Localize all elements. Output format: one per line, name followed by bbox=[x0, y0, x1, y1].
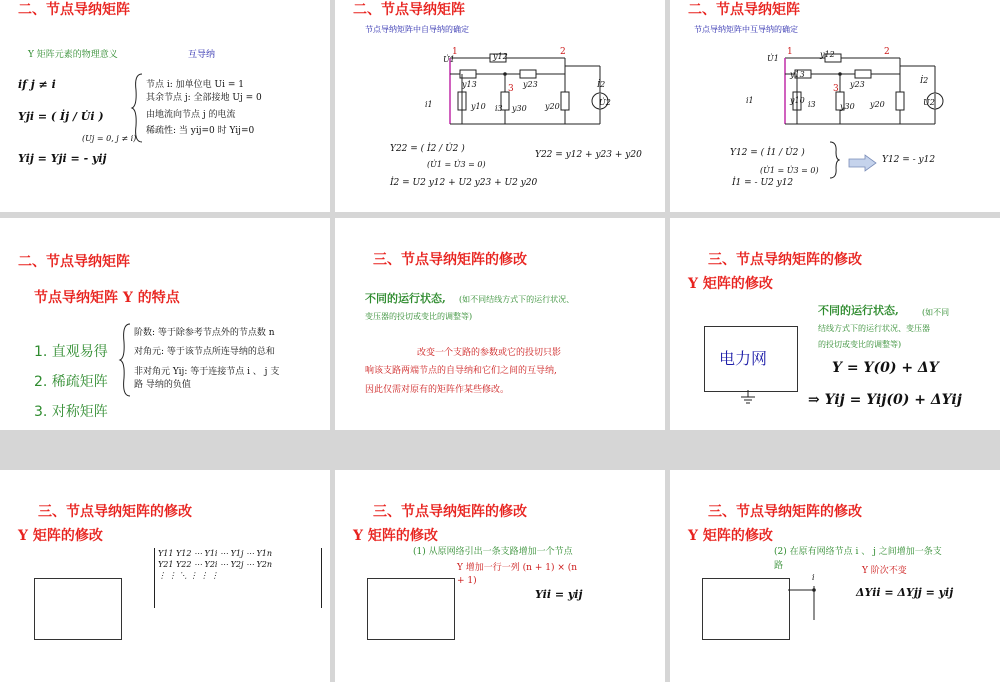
slide-subtitle: 节点导纳矩阵 Y 的特点 bbox=[34, 290, 180, 306]
paragraph-line-3: 因此仅需对原有的矩阵作某些修改。 bbox=[365, 385, 510, 395]
slide-title: 三、节点导纳矩阵的修改 bbox=[373, 252, 527, 268]
node-label-2: 2 bbox=[560, 47, 566, 57]
equation-condition: (U̇1 = U̇3 = 0) bbox=[427, 160, 486, 169]
note-3: 由地流向节点 j 的电流 bbox=[146, 110, 236, 120]
label-u1: U̇1 bbox=[767, 54, 779, 63]
equation-yii: Yii = yij bbox=[535, 588, 583, 601]
network-box bbox=[702, 578, 790, 640]
brace-shape bbox=[828, 140, 840, 180]
label-i1: i1 bbox=[746, 96, 754, 105]
label-u2: U̇2 bbox=[599, 98, 611, 107]
label-y20: y20 bbox=[870, 100, 885, 109]
node-label-2: 2 bbox=[884, 47, 890, 57]
text-line-1a: 不同的运行状态, bbox=[818, 304, 899, 317]
equation-condition: (U̇1 = U̇3 = 0) bbox=[760, 166, 819, 175]
feature-item-2: 2. 稀疏矩阵 bbox=[34, 374, 108, 390]
admittance-matrix bbox=[154, 548, 322, 608]
slide-subtitle: Y 矩阵的修改 bbox=[688, 528, 773, 544]
feature-item-3: 3. 对称矩阵 bbox=[34, 404, 108, 420]
power-network-box bbox=[704, 326, 798, 392]
node-label-1: 1 bbox=[787, 47, 793, 57]
label-y30: y30 bbox=[512, 104, 527, 113]
slide-title: 三、节点导纳矩阵的修改 bbox=[373, 504, 527, 520]
equation-yij-total: ⇒ Yij = Yij(0) + ΔYij bbox=[808, 392, 962, 408]
network-box bbox=[34, 578, 122, 640]
slide-title: 二、节点导纳矩阵 bbox=[18, 254, 130, 270]
paragraph-line-2: 响该支路两端节点的自导纳和它们之间的互导纳, bbox=[365, 366, 557, 376]
equation-i2: İ2 = U2 y12 + U2 y23 + U2 y20 bbox=[390, 178, 538, 188]
label-i2: İ2 bbox=[920, 76, 929, 85]
slide-title: 三、节点导纳矩阵的修改 bbox=[38, 504, 192, 520]
label-u2: U̇2 bbox=[923, 98, 935, 107]
equation-condition: (Uj = 0, j ≠ i) bbox=[82, 134, 137, 143]
case-line-3: Y 阶次不变 bbox=[862, 566, 907, 576]
brace-shape bbox=[130, 72, 144, 144]
note-4: 稀疏性: 当 yij=0 时 Yij=0 bbox=[146, 126, 255, 136]
note-3-cont: 路 导纳的负值 bbox=[134, 380, 191, 390]
power-network-label: 电力网 bbox=[719, 349, 768, 368]
paragraph-line-1: 改变一个支路的参数或它的投切只影 bbox=[417, 348, 562, 358]
label-y13: y13 bbox=[462, 80, 477, 89]
label-i3: i3 bbox=[495, 104, 503, 113]
node-label-3: 3 bbox=[833, 84, 839, 94]
node-label-3: 3 bbox=[508, 84, 514, 94]
note-1: 节点 i: 加单位电 Ui = 1 bbox=[146, 80, 244, 90]
node-label-1: 1 bbox=[452, 47, 458, 57]
slide-9[interactable] bbox=[670, 470, 1000, 682]
slide-title: 二、节点导纳矩阵 bbox=[688, 2, 800, 18]
slide-6[interactable] bbox=[670, 218, 1000, 430]
label-y20: y20 bbox=[545, 102, 560, 111]
case-line-2: Y 增加一行一列 (n + 1) × (n bbox=[457, 563, 578, 573]
slide-subtitle: Y 矩阵的修改 bbox=[688, 276, 773, 292]
case-line-1: (2) 在原有网络节点 i 、 j 之间增加一条支 bbox=[774, 547, 942, 557]
note-3: 非对角元 Yij: 等于连接节点 i 、 j 支 bbox=[134, 367, 280, 377]
slide-1[interactable] bbox=[0, 0, 330, 212]
label-y10: y10 bbox=[790, 96, 805, 105]
slide-5[interactable] bbox=[335, 218, 665, 430]
slide-subtitle: Y 矩阵元素的物理意义 bbox=[28, 50, 118, 60]
equation-yij: Yij = Yji = - yij bbox=[18, 152, 107, 165]
equation-y22-sum: Y22 = y12 + y23 + y20 bbox=[535, 150, 642, 160]
slide-title: 二、节点导纳矩阵 bbox=[353, 2, 465, 18]
arrow-right-icon bbox=[848, 154, 878, 172]
slide-3[interactable] bbox=[670, 0, 1000, 212]
matrix-row-3: ⋮ ⋮ ⋱ ⋮ ⋮ ⋮ bbox=[158, 571, 219, 580]
note-2: 其余节点 j: 全部接地 Uj = 0 bbox=[146, 93, 262, 103]
slide-subtitle-2: 互导纳 bbox=[188, 50, 216, 60]
label-y10: y10 bbox=[471, 102, 486, 111]
slide-7[interactable] bbox=[0, 470, 330, 682]
case-line-2: 路 bbox=[774, 561, 784, 571]
brace-shape bbox=[118, 322, 132, 398]
equation-y22: Y22 = ( İ2 / U̇2 ) bbox=[390, 144, 465, 154]
label-y23: y23 bbox=[523, 80, 538, 89]
equation-y12-result: Y12 = - y12 bbox=[882, 155, 936, 165]
feature-item-1: 1. 直观易得 bbox=[34, 344, 108, 360]
equation-yji: Yji = ( İj / U̇i ) bbox=[18, 110, 104, 123]
text-line-2: 结线方式下的运行状况、变压器 bbox=[818, 324, 930, 333]
slide-subtitle: 节点导纳矩阵中互导纳的确定 bbox=[694, 25, 798, 34]
slide-subtitle: Y 矩阵的修改 bbox=[18, 528, 103, 544]
ground-icon bbox=[738, 390, 758, 406]
label-y23: y23 bbox=[850, 80, 865, 89]
slide-subtitle: 节点导纳矩阵中自导纳的确定 bbox=[365, 25, 469, 34]
equation-y-total: Y = Y(0) + ΔY bbox=[832, 360, 939, 376]
slide-title: 三、节点导纳矩阵的修改 bbox=[708, 252, 862, 268]
label-u1: U̇1 bbox=[443, 55, 455, 64]
matrix-row-2: Y21 Y22 ⋯ Y2i ⋯ Y2j ⋯ Y2n bbox=[158, 560, 273, 569]
note-2: 对角元: 等于该节点所连导纳的总和 bbox=[134, 347, 275, 357]
slide-2[interactable] bbox=[335, 0, 665, 212]
label-y12: y12 bbox=[820, 50, 835, 59]
slide-4[interactable] bbox=[0, 218, 330, 430]
slide-subtitle: Y 矩阵的修改 bbox=[353, 528, 438, 544]
text-line-2: 变压器的投切或变比的调整等) bbox=[365, 312, 473, 321]
slide-8[interactable] bbox=[335, 470, 665, 682]
equation-delta-y: ΔYii = ΔYjj = yij bbox=[856, 586, 954, 599]
label-i2: İ2 bbox=[597, 80, 606, 89]
slide-title: 二、节点导纳矩阵 bbox=[18, 2, 130, 18]
matrix-row-1: Y11 Y12 ⋯ Y1i ⋯ Y1j ⋯ Y1n bbox=[158, 549, 273, 558]
text-line-1b: (如不同结线方式下的运行状况、 bbox=[459, 295, 575, 304]
condition-text: if j ≠ i bbox=[18, 78, 56, 91]
text-line-3: 的投切或变比的调整等) bbox=[818, 340, 902, 349]
equation-y12: Y12 = ( İ1 / U̇2 ) bbox=[730, 148, 805, 158]
label-y12: y12 bbox=[493, 52, 508, 61]
label-i3: i3 bbox=[808, 100, 816, 109]
label-y30: y30 bbox=[840, 102, 855, 111]
network-box bbox=[367, 578, 455, 640]
equation-i1: İ1 = - U2 y12 bbox=[732, 178, 794, 188]
text-line-1a: 不同的运行状态, bbox=[365, 292, 446, 305]
branch-line bbox=[788, 580, 828, 620]
node-label-i: i bbox=[812, 573, 815, 582]
text-line-1b: (如不同 bbox=[922, 308, 950, 317]
label-i1: i1 bbox=[425, 100, 433, 109]
case-line-1: (1) 从原网络引出一条支路增加一个节点 bbox=[413, 547, 573, 557]
slide-title: 三、节点导纳矩阵的修改 bbox=[708, 504, 862, 520]
case-line-3: + 1) bbox=[457, 576, 477, 586]
note-1: 阶数: 等于除参考节点外的节点数 n bbox=[134, 328, 275, 338]
label-y13: y13 bbox=[790, 70, 805, 79]
